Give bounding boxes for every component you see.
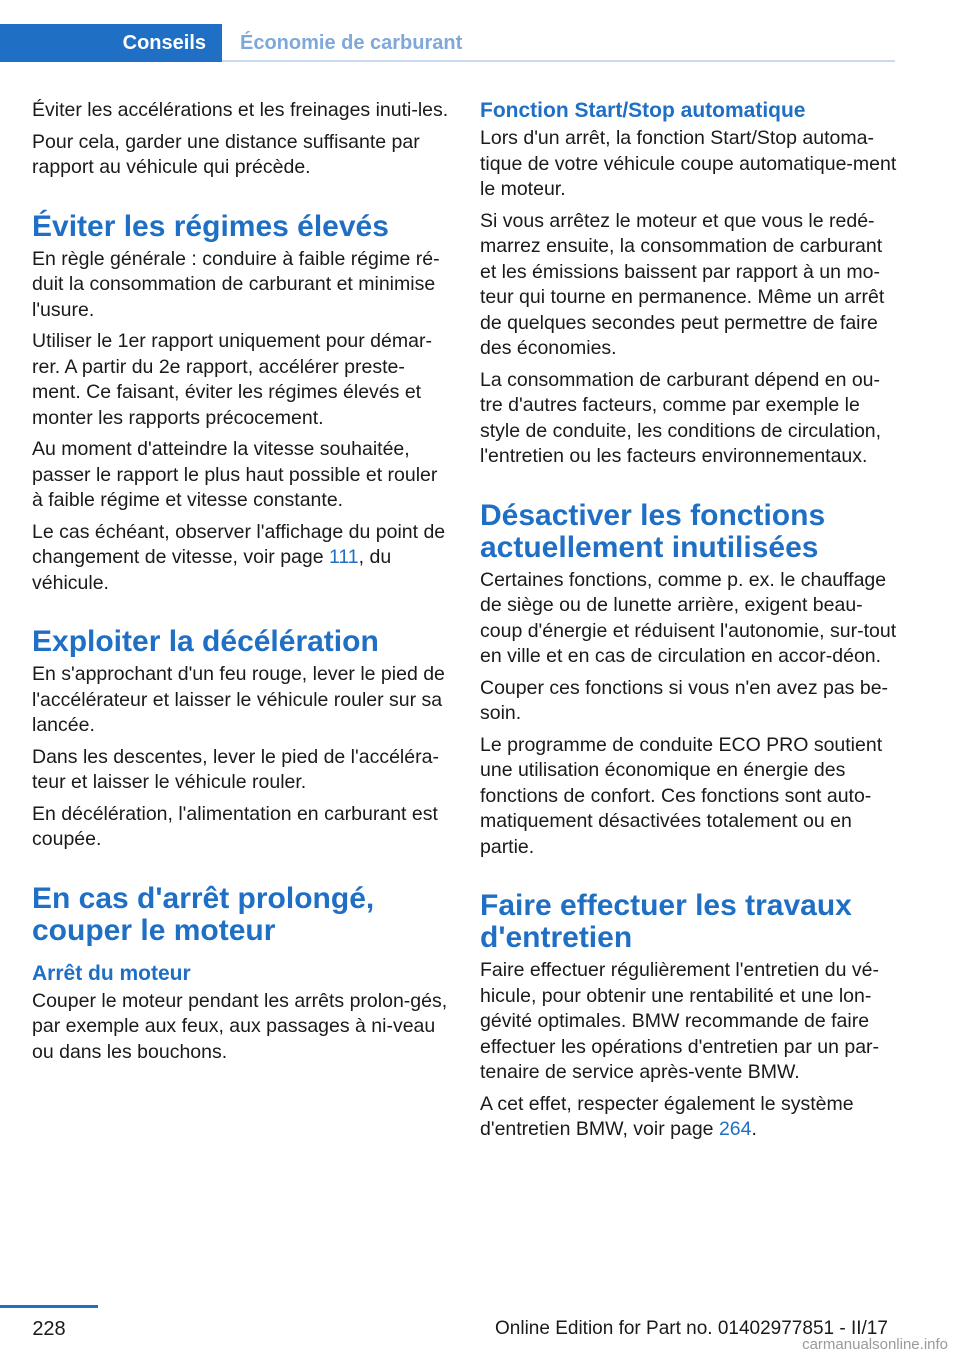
page-link-264[interactable]: 264 [718, 1118, 752, 1140]
text: Le cas échéant, observer l'affichage du point de changement de vitesse, voir page [32, 520, 446, 568]
paragraph: En décélération, l'alimentation en carburant est coupée. [32, 802, 438, 850]
paragraph: Couper ces fonctions si vous n'en avez pas be‐soin. [480, 676, 889, 724]
paragraph: Utiliser le 1er rapport uniquement pour démar‐rer. A partir du 2e rapport, accélérer preste‐ment. Ce faisant, éviter les régimes élevés et monter les rapports précocement. [32, 330, 432, 429]
section-heading-arret-prolonge: En cas d'arrêt prolongé, couper le moteur [32, 881, 375, 947]
page-number: 228 [32, 1318, 66, 1340]
paragraph [32, 520, 450, 597]
subheading-arret-moteur: Arrêt du moteur [32, 961, 191, 985]
left-column [32, 98, 450, 1071]
paragraph: La consommation de carburant dépend en ou‐tre d'autres facteurs, comme par exemple le style de conduite, les conditions de circulation, l'entretien ou les facteurs environnementaux. [480, 368, 882, 467]
paragraph [480, 1092, 898, 1143]
header-divider [222, 60, 895, 62]
text: A cet effet, respecter également le système d'entretien BMW, voir page [480, 1092, 854, 1140]
paragraph: Lors d'un arrêt, la fonction Start/Stop automa‐tique de votre véhicule coupe automatique‐ment le moteur. [480, 127, 897, 200]
watermark: carmanualsonline.info [802, 1336, 948, 1353]
section-heading-desactiver: Désactiver les fonctions actuellement inutilisées [480, 498, 826, 564]
text: . [751, 1118, 757, 1140]
paragraph: En s'approchant d'un feu rouge, lever le pied de l'accélérateur et laisser le véhicule rouler sur sa lancée. [32, 663, 445, 736]
paragraph: Si vous arrêtez le moteur et que vous le redé‐marrez ensuite, la consommation de carburant et les émissions baissent par rapport à un mo‐teur qui tourne en permanence. Même un arrêt de quelques secondes peut permettre de faire des économies. [480, 209, 885, 359]
paragraph: Dans les descentes, lever le pied de l'accéléra‐teur et laisser le véhicule rouler. [32, 745, 439, 793]
paragraph: Certaines fonctions, comme p. ex. le chauffage de siège ou de lunette arrière, exigent beau‐coup d'énergie et réduisent l'autonomie, sur‐tout en ville et en cas de circulation en accor‐déon. [480, 568, 897, 667]
paragraph: Faire effectuer régulièrement l'entretien du vé‐hicule, pour obtenir une rentabilité et une lon‐gévité optimales. BMW recommande de faire effectuer les opérations d'entretien par un par‐tenaire de service après-vente BMW. [480, 959, 880, 1083]
tab-economie-carburant[interactable]: Économie de carburant [240, 31, 463, 54]
paragraph: Couper le moteur pendant les arrêts prolon‐gés, par exemple aux feux, aux passages à ni‐veau ou dans les bouchons. [32, 989, 448, 1063]
footer-rule [0, 1305, 98, 1308]
paragraph: Au moment d'atteindre la vitesse souhaitée, passer le rapport le plus haut possible et rouler à faible régime et vitesse constante. [32, 438, 438, 511]
text: , du véhicule. [32, 546, 392, 594]
paragraph: Le programme de conduite ECO PRO soutient une utilisation économique en énergie des fonctions de confort. Ces fonctions sont auto‐matiquement désactivées totalement ou en partie. [480, 733, 883, 858]
section-heading-regimes: Éviter les régimes élevés [32, 209, 389, 243]
page-link-111[interactable]: 111 [329, 546, 359, 568]
paragraph: En règle générale : conduire à faible régime ré‐duit la consommation de carburant et minimise l'usure. [32, 247, 440, 321]
paragraph: Pour cela, garder une distance suffisante par rapport au véhicule qui précède. [32, 130, 420, 178]
subheading-start-stop: Fonction Start/Stop automatique [480, 99, 806, 122]
section-heading-deceleration: Exploiter la décélération [32, 625, 379, 658]
paragraph: Éviter les accélérations et les freinages inuti‐les. [32, 99, 449, 121]
header-tabs [0, 24, 895, 62]
tab-conseils[interactable]: Conseils [0, 24, 222, 62]
section-heading-entretien: Faire effectuer les travaux d'entretien [480, 889, 852, 954]
right-column [480, 98, 898, 1149]
edition-text: Online Edition for Part no. 01402977851 - II/17 [495, 1318, 888, 1339]
